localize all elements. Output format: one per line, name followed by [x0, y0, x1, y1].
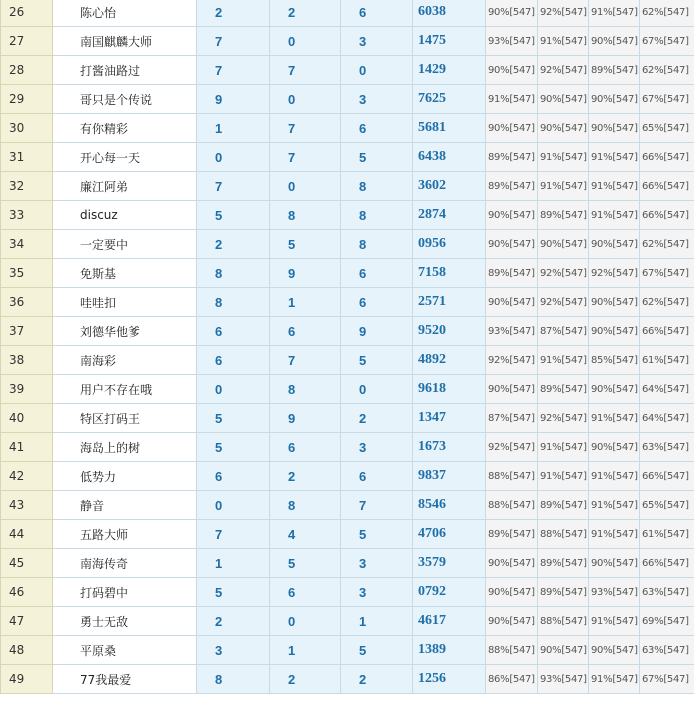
table-row: [1, 288, 694, 317]
digit-3-cell: 8: [341, 230, 413, 259]
accuracy-3-cell: 90%[547]: [589, 288, 640, 317]
accuracy-1-cell: 89%[547]: [486, 259, 538, 288]
code-cell: 2571: [413, 288, 486, 317]
table-row: [1, 201, 694, 230]
accuracy-1-cell: 86%[547]: [486, 665, 538, 694]
accuracy-3-cell: 91%[547]: [589, 143, 640, 172]
accuracy-2-cell: 92%[547]: [538, 259, 589, 288]
table-row: [1, 404, 694, 433]
table-row: [1, 27, 694, 56]
digit-2-cell: 7: [270, 56, 341, 85]
accuracy-2-cell: 89%[547]: [538, 375, 589, 404]
code-cell: 1256: [413, 665, 486, 694]
digit-3-cell: 3: [341, 85, 413, 114]
accuracy-3-cell: 91%[547]: [589, 172, 640, 201]
username-cell: 陈心怡: [53, 0, 197, 27]
digit-3-cell: 6: [341, 259, 413, 288]
rank-cell: 49: [1, 665, 53, 694]
accuracy-2-cell: 92%[547]: [538, 288, 589, 317]
accuracy-1-cell: 88%[547]: [486, 636, 538, 665]
digit-3-cell: 3: [341, 27, 413, 56]
digit-2-cell: 7: [270, 114, 341, 143]
accuracy-4-cell: 62%[547]: [640, 56, 694, 85]
accuracy-1-cell: 90%[547]: [486, 288, 538, 317]
table-row: [1, 0, 694, 27]
code-cell: 1673: [413, 433, 486, 462]
accuracy-4-cell: 61%[547]: [640, 520, 694, 549]
code-cell: 1429: [413, 56, 486, 85]
rank-cell: 33: [1, 201, 53, 230]
table-row: [1, 172, 694, 201]
digit-1-cell: 6: [197, 462, 270, 491]
table-row: [1, 56, 694, 85]
accuracy-1-cell: 90%[547]: [486, 0, 538, 27]
table-row: [1, 462, 694, 491]
accuracy-1-cell: 90%[547]: [486, 578, 538, 607]
digit-2-cell: 2: [270, 0, 341, 27]
code-cell: 0792: [413, 578, 486, 607]
digit-1-cell: 7: [197, 27, 270, 56]
table-row: [1, 433, 694, 462]
accuracy-3-cell: 91%[547]: [589, 404, 640, 433]
username-cell: 打码碧中: [53, 578, 197, 607]
digit-1-cell: 8: [197, 259, 270, 288]
code-cell: 1347: [413, 404, 486, 433]
digit-1-cell: 5: [197, 201, 270, 230]
accuracy-4-cell: 65%[547]: [640, 491, 694, 520]
digit-1-cell: 5: [197, 433, 270, 462]
digit-3-cell: 0: [341, 375, 413, 404]
rank-cell: 30: [1, 114, 53, 143]
rank-cell: 43: [1, 491, 53, 520]
digit-3-cell: 5: [341, 636, 413, 665]
rank-cell: 48: [1, 636, 53, 665]
digit-3-cell: 2: [341, 404, 413, 433]
accuracy-3-cell: 90%[547]: [589, 230, 640, 259]
accuracy-2-cell: 89%[547]: [538, 549, 589, 578]
accuracy-4-cell: 66%[547]: [640, 317, 694, 346]
accuracy-2-cell: 92%[547]: [538, 56, 589, 85]
accuracy-3-cell: 91%[547]: [589, 0, 640, 27]
digit-3-cell: 1: [341, 607, 413, 636]
username-cell: 低势力: [53, 462, 197, 491]
table-row: [1, 375, 694, 404]
digit-1-cell: 0: [197, 143, 270, 172]
accuracy-3-cell: 89%[547]: [589, 56, 640, 85]
accuracy-1-cell: 90%[547]: [486, 56, 538, 85]
username-cell: 哇哇扣: [53, 288, 197, 317]
accuracy-4-cell: 61%[547]: [640, 346, 694, 375]
table-row: [1, 230, 694, 259]
username-cell: 勇士无敌: [53, 607, 197, 636]
accuracy-3-cell: 91%[547]: [589, 201, 640, 230]
table-row: [1, 85, 694, 114]
username-cell: 77我最爱: [53, 665, 197, 694]
accuracy-2-cell: 92%[547]: [538, 0, 589, 27]
username-cell: 静音: [53, 491, 197, 520]
digit-2-cell: 8: [270, 491, 341, 520]
digit-2-cell: 6: [270, 317, 341, 346]
accuracy-4-cell: 67%[547]: [640, 85, 694, 114]
digit-2-cell: 5: [270, 549, 341, 578]
digit-2-cell: 9: [270, 404, 341, 433]
table-row: [1, 549, 694, 578]
code-cell: 1475: [413, 27, 486, 56]
accuracy-1-cell: 89%[547]: [486, 172, 538, 201]
code-cell: 8546: [413, 491, 486, 520]
digit-1-cell: 3: [197, 636, 270, 665]
accuracy-1-cell: 90%[547]: [486, 201, 538, 230]
rank-cell: 35: [1, 259, 53, 288]
accuracy-2-cell: 89%[547]: [538, 201, 589, 230]
accuracy-4-cell: 64%[547]: [640, 404, 694, 433]
username-cell: 廉江阿弟: [53, 172, 197, 201]
accuracy-2-cell: 91%[547]: [538, 346, 589, 375]
digit-1-cell: 1: [197, 114, 270, 143]
digit-3-cell: 6: [341, 0, 413, 27]
accuracy-3-cell: 91%[547]: [589, 520, 640, 549]
digit-1-cell: 7: [197, 56, 270, 85]
digit-2-cell: 1: [270, 636, 341, 665]
accuracy-4-cell: 67%[547]: [640, 665, 694, 694]
digit-3-cell: 6: [341, 462, 413, 491]
username-cell: 有你精彩: [53, 114, 197, 143]
accuracy-2-cell: 90%[547]: [538, 85, 589, 114]
code-cell: 4617: [413, 607, 486, 636]
digit-3-cell: 3: [341, 433, 413, 462]
table-row: [1, 520, 694, 549]
digit-2-cell: 4: [270, 520, 341, 549]
digit-1-cell: 5: [197, 404, 270, 433]
rank-cell: 27: [1, 27, 53, 56]
table-row: [1, 259, 694, 288]
table-row: [1, 317, 694, 346]
accuracy-1-cell: 93%[547]: [486, 317, 538, 346]
digit-1-cell: 2: [197, 607, 270, 636]
accuracy-2-cell: 92%[547]: [538, 404, 589, 433]
username-cell: 海岛上的树: [53, 433, 197, 462]
digit-2-cell: 8: [270, 375, 341, 404]
code-cell: 3602: [413, 172, 486, 201]
accuracy-1-cell: 93%[547]: [486, 27, 538, 56]
code-cell: 2874: [413, 201, 486, 230]
username-cell: 平原桑: [53, 636, 197, 665]
username-cell: 南国麒麟大师: [53, 27, 197, 56]
digit-2-cell: 1: [270, 288, 341, 317]
rank-cell: 47: [1, 607, 53, 636]
accuracy-1-cell: 90%[547]: [486, 375, 538, 404]
accuracy-3-cell: 91%[547]: [589, 491, 640, 520]
digit-2-cell: 0: [270, 607, 341, 636]
accuracy-1-cell: 89%[547]: [486, 143, 538, 172]
accuracy-2-cell: 93%[547]: [538, 665, 589, 694]
accuracy-4-cell: 66%[547]: [640, 462, 694, 491]
digit-3-cell: 5: [341, 346, 413, 375]
accuracy-3-cell: 90%[547]: [589, 549, 640, 578]
username-cell: 一定要中: [53, 230, 197, 259]
accuracy-4-cell: 69%[547]: [640, 607, 694, 636]
digit-3-cell: 8: [341, 172, 413, 201]
digit-3-cell: 6: [341, 114, 413, 143]
accuracy-1-cell: 90%[547]: [486, 549, 538, 578]
digit-3-cell: 9: [341, 317, 413, 346]
accuracy-2-cell: 91%[547]: [538, 433, 589, 462]
accuracy-1-cell: 90%[547]: [486, 607, 538, 636]
table-row: [1, 607, 694, 636]
accuracy-4-cell: 67%[547]: [640, 259, 694, 288]
accuracy-1-cell: 88%[547]: [486, 462, 538, 491]
accuracy-2-cell: 89%[547]: [538, 491, 589, 520]
rank-cell: 46: [1, 578, 53, 607]
code-cell: 0956: [413, 230, 486, 259]
accuracy-1-cell: 88%[547]: [486, 491, 538, 520]
table-row: [1, 346, 694, 375]
accuracy-4-cell: 62%[547]: [640, 0, 694, 27]
digit-1-cell: 0: [197, 375, 270, 404]
digit-1-cell: 6: [197, 317, 270, 346]
digit-1-cell: 6: [197, 346, 270, 375]
username-cell: 免斯基: [53, 259, 197, 288]
username-cell: 哥只是个传说: [53, 85, 197, 114]
accuracy-2-cell: 91%[547]: [538, 27, 589, 56]
digit-2-cell: 0: [270, 172, 341, 201]
accuracy-4-cell: 64%[547]: [640, 375, 694, 404]
digit-1-cell: 8: [197, 665, 270, 694]
code-cell: 3579: [413, 549, 486, 578]
code-cell: 5681: [413, 114, 486, 143]
code-cell: 9520: [413, 317, 486, 346]
accuracy-2-cell: 91%[547]: [538, 462, 589, 491]
rank-cell: 38: [1, 346, 53, 375]
rank-cell: 45: [1, 549, 53, 578]
accuracy-1-cell: 90%[547]: [486, 230, 538, 259]
accuracy-3-cell: 85%[547]: [589, 346, 640, 375]
accuracy-3-cell: 93%[547]: [589, 578, 640, 607]
accuracy-3-cell: 90%[547]: [589, 114, 640, 143]
accuracy-1-cell: 90%[547]: [486, 114, 538, 143]
digit-3-cell: 7: [341, 491, 413, 520]
accuracy-4-cell: 63%[547]: [640, 578, 694, 607]
accuracy-3-cell: 90%[547]: [589, 375, 640, 404]
table-row: [1, 114, 694, 143]
rank-cell: 36: [1, 288, 53, 317]
table-row: [1, 578, 694, 607]
rank-cell: 37: [1, 317, 53, 346]
username-cell: 南海传奇: [53, 549, 197, 578]
digit-2-cell: 0: [270, 27, 341, 56]
accuracy-4-cell: 65%[547]: [640, 114, 694, 143]
digit-3-cell: 2: [341, 665, 413, 694]
accuracy-2-cell: 88%[547]: [538, 607, 589, 636]
digit-2-cell: 9: [270, 259, 341, 288]
rank-cell: 31: [1, 143, 53, 172]
digit-2-cell: 6: [270, 433, 341, 462]
accuracy-3-cell: 90%[547]: [589, 317, 640, 346]
accuracy-2-cell: 91%[547]: [538, 172, 589, 201]
digit-2-cell: 0: [270, 85, 341, 114]
accuracy-1-cell: 92%[547]: [486, 346, 538, 375]
rank-cell: 40: [1, 404, 53, 433]
accuracy-2-cell: 91%[547]: [538, 143, 589, 172]
code-cell: 9837: [413, 462, 486, 491]
digit-2-cell: 8: [270, 201, 341, 230]
accuracy-3-cell: 90%[547]: [589, 27, 640, 56]
accuracy-4-cell: 62%[547]: [640, 288, 694, 317]
digit-2-cell: 7: [270, 346, 341, 375]
code-cell: 6438: [413, 143, 486, 172]
code-cell: 7625: [413, 85, 486, 114]
digit-2-cell: 5: [270, 230, 341, 259]
code-cell: 7158: [413, 259, 486, 288]
digit-2-cell: 7: [270, 143, 341, 172]
rank-cell: 41: [1, 433, 53, 462]
accuracy-3-cell: 90%[547]: [589, 636, 640, 665]
accuracy-4-cell: 63%[547]: [640, 636, 694, 665]
username-cell: 开心每一天: [53, 143, 197, 172]
accuracy-2-cell: 90%[547]: [538, 636, 589, 665]
digit-2-cell: 2: [270, 665, 341, 694]
digit-3-cell: 3: [341, 578, 413, 607]
username-cell: 刘德华他爹: [53, 317, 197, 346]
accuracy-4-cell: 62%[547]: [640, 230, 694, 259]
code-cell: 9618: [413, 375, 486, 404]
rank-cell: 42: [1, 462, 53, 491]
code-cell: 1389: [413, 636, 486, 665]
rank-cell: 44: [1, 520, 53, 549]
rank-cell: 34: [1, 230, 53, 259]
digit-1-cell: 7: [197, 172, 270, 201]
rank-cell: 26: [1, 0, 53, 27]
accuracy-4-cell: 66%[547]: [640, 143, 694, 172]
accuracy-3-cell: 91%[547]: [589, 665, 640, 694]
table-row: [1, 143, 694, 172]
accuracy-1-cell: 89%[547]: [486, 520, 538, 549]
digit-1-cell: 0: [197, 491, 270, 520]
accuracy-1-cell: 91%[547]: [486, 85, 538, 114]
accuracy-4-cell: 66%[547]: [640, 549, 694, 578]
rank-cell: 39: [1, 375, 53, 404]
digit-1-cell: 2: [197, 0, 270, 27]
accuracy-4-cell: 66%[547]: [640, 201, 694, 230]
digit-1-cell: 2: [197, 230, 270, 259]
accuracy-1-cell: 92%[547]: [486, 433, 538, 462]
accuracy-1-cell: 87%[547]: [486, 404, 538, 433]
accuracy-3-cell: 90%[547]: [589, 85, 640, 114]
username-cell: 打酱油路过: [53, 56, 197, 85]
accuracy-3-cell: 92%[547]: [589, 259, 640, 288]
username-cell: discuz: [53, 201, 197, 230]
rank-cell: 28: [1, 56, 53, 85]
accuracy-2-cell: 88%[547]: [538, 520, 589, 549]
digit-3-cell: 8: [341, 201, 413, 230]
digit-3-cell: 0: [341, 56, 413, 85]
table-body: [1, 0, 694, 694]
code-cell: 4706: [413, 520, 486, 549]
digit-2-cell: 6: [270, 578, 341, 607]
username-cell: 五路大师: [53, 520, 197, 549]
username-cell: 特区打码王: [53, 404, 197, 433]
digit-1-cell: 9: [197, 85, 270, 114]
accuracy-2-cell: 89%[547]: [538, 578, 589, 607]
digit-1-cell: 7: [197, 520, 270, 549]
accuracy-2-cell: 90%[547]: [538, 114, 589, 143]
digit-1-cell: 5: [197, 578, 270, 607]
digit-2-cell: 2: [270, 462, 341, 491]
rank-cell: 29: [1, 85, 53, 114]
digit-1-cell: 8: [197, 288, 270, 317]
table-row: [1, 665, 694, 694]
digit-3-cell: 5: [341, 520, 413, 549]
code-cell: 4892: [413, 346, 486, 375]
accuracy-3-cell: 91%[547]: [589, 462, 640, 491]
accuracy-4-cell: 66%[547]: [640, 172, 694, 201]
code-cell: 6038: [413, 0, 486, 27]
username-cell: 南海彩: [53, 346, 197, 375]
accuracy-3-cell: 90%[547]: [589, 433, 640, 462]
digit-1-cell: 1: [197, 549, 270, 578]
digit-3-cell: 5: [341, 143, 413, 172]
accuracy-4-cell: 63%[547]: [640, 433, 694, 462]
rank-cell: 32: [1, 172, 53, 201]
table-row: [1, 491, 694, 520]
accuracy-2-cell: 90%[547]: [538, 230, 589, 259]
accuracy-3-cell: 91%[547]: [589, 607, 640, 636]
table-row: [1, 636, 694, 665]
digit-3-cell: 3: [341, 549, 413, 578]
accuracy-4-cell: 67%[547]: [640, 27, 694, 56]
accuracy-2-cell: 87%[547]: [538, 317, 589, 346]
digit-3-cell: 6: [341, 288, 413, 317]
username-cell: 用户不存在哦: [53, 375, 197, 404]
